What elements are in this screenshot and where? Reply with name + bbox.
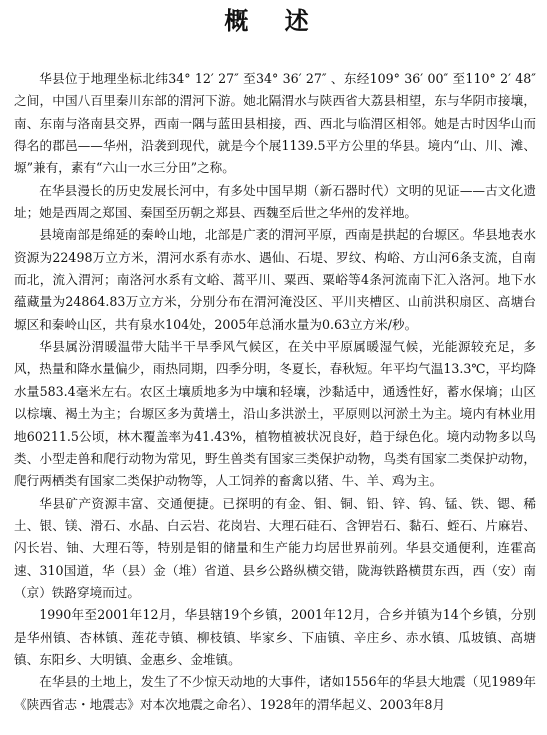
paragraph-terrain-water: 县境南部是绵延的秦岭山地，北部是广袤的渭河平原，西南是拱起的台塬区。华县地表水资源为22498万立方米，渭河水系有赤水、遇仙、石堤、罗纹、构峪、方山河6条支流，自南而北，流入渭河；南洛河水系有文峪、蒿平川、粟西、粟峪等4条河流南下汇入洛河。地下水蕴藏量为24864.83万立方米，分别分布在渭河淹没区、平川夹槽区、山前洪积扇区、高塘台塬区和秦岭山区，共有泉水104处，2005年总涌水量为0.63立方米/秒。 <box>14 227 536 332</box>
paragraph-administration: 1990年至2001年12月，华县辖19个乡镇，2001年12月，合乡并镇为14个乡镇，分别是华州镇、杏林镇、莲花寺镇、柳枝镇、毕家乡、下庙镇、辛庄乡、赤水镇、瓜坡镇、高塘镇、东阳乡、大明镇、金惠乡、金堆镇。 <box>14 607 536 667</box>
paragraph-location: 华县位于地理坐标北纬34° 12′ 27″ 至34° 36′ 27″ 、东经109° 36′ 00″ 至110° 2′ 48″ 之间，中国八百里秦川东部的渭河下游。她北隔渭水与陕西省大荔县相望，东与华阴市接壤，南、东南与洛南县交界，西南一隅与蓝田县相接，西、西北与临渭区相邻。她是古时因华山而得名的郡邑——华州，沿袭到现代，就是今个展1139.5平方公里的华县。境内“山、川、滩、塬”兼有，素有“六山一水三分田”之称。 <box>14 71 536 176</box>
paragraph-minerals-transport: 华县矿产资源丰富、交通便捷。已探明的有金、钼、铜、铅、锌、钨、锰、铁、锶、稀土、银、镁、滑石、水晶、白云岩、花岗岩、大理石硅石、含钾岩石、黏石、蛭石、片麻岩、闪长岩、铀、大理石等，特别是钼的储量和生产能力均居世界前列。华县交通便利，连霍高速、310国道，华（县）金（堆）省道、县乡公路纵横交错，陇海铁路横贯东西，西（安）南（京）铁路穿境而过。 <box>14 495 536 600</box>
body-text <box>14 68 536 716</box>
paragraph-events: 在华县的土地上，发生了不少惊天动地的大事件，诸如1556年的华县大地震（见1989年《陕西省志・地震志》对本次地震之命名）、1928年的渭华起义、2003年8月 <box>14 674 536 712</box>
page-title: 概 述 <box>224 7 323 35</box>
paragraph-climate-ecology: 华县属汾渭暖温带大陆半干旱季风气候区，在关中平原属暖湿气候，光能源较充足，多风，热量和降水量偏少，雨热同期，四季分明，冬夏长，春秋短。年平均气温13.3℃，平均降水量583.4毫米左右。农区土壤质地多为中壤和轻壤，沙黏适中，通透性好，蓄水保墒；山区以棕壤、褐土为主；台塬区多为黄墡土，沿山多洪淤土，平原则以河淤土为主。境内有林业用地60211.5公顷，林木覆盖率为41.43%，植物植被状况良好，趋于绿色化。境内动物多以鸟类、小型走兽和爬行动物为常见，野生兽类有国家三类保护动物，鸟类有国家二类保护动物，爬行两栖类有国家二类保护动物等，人工饲养的畜禽以猪、牛、羊、鸡为主。 <box>14 339 536 489</box>
paragraph-history: 在华县漫长的历史发展长河中，有多处中国早期（新石器时代）文明的见证——古文化遗址；她是西周之郑国、秦国至历朝之郑县、西魏至后世之华州的发祥地。 <box>14 182 536 221</box>
